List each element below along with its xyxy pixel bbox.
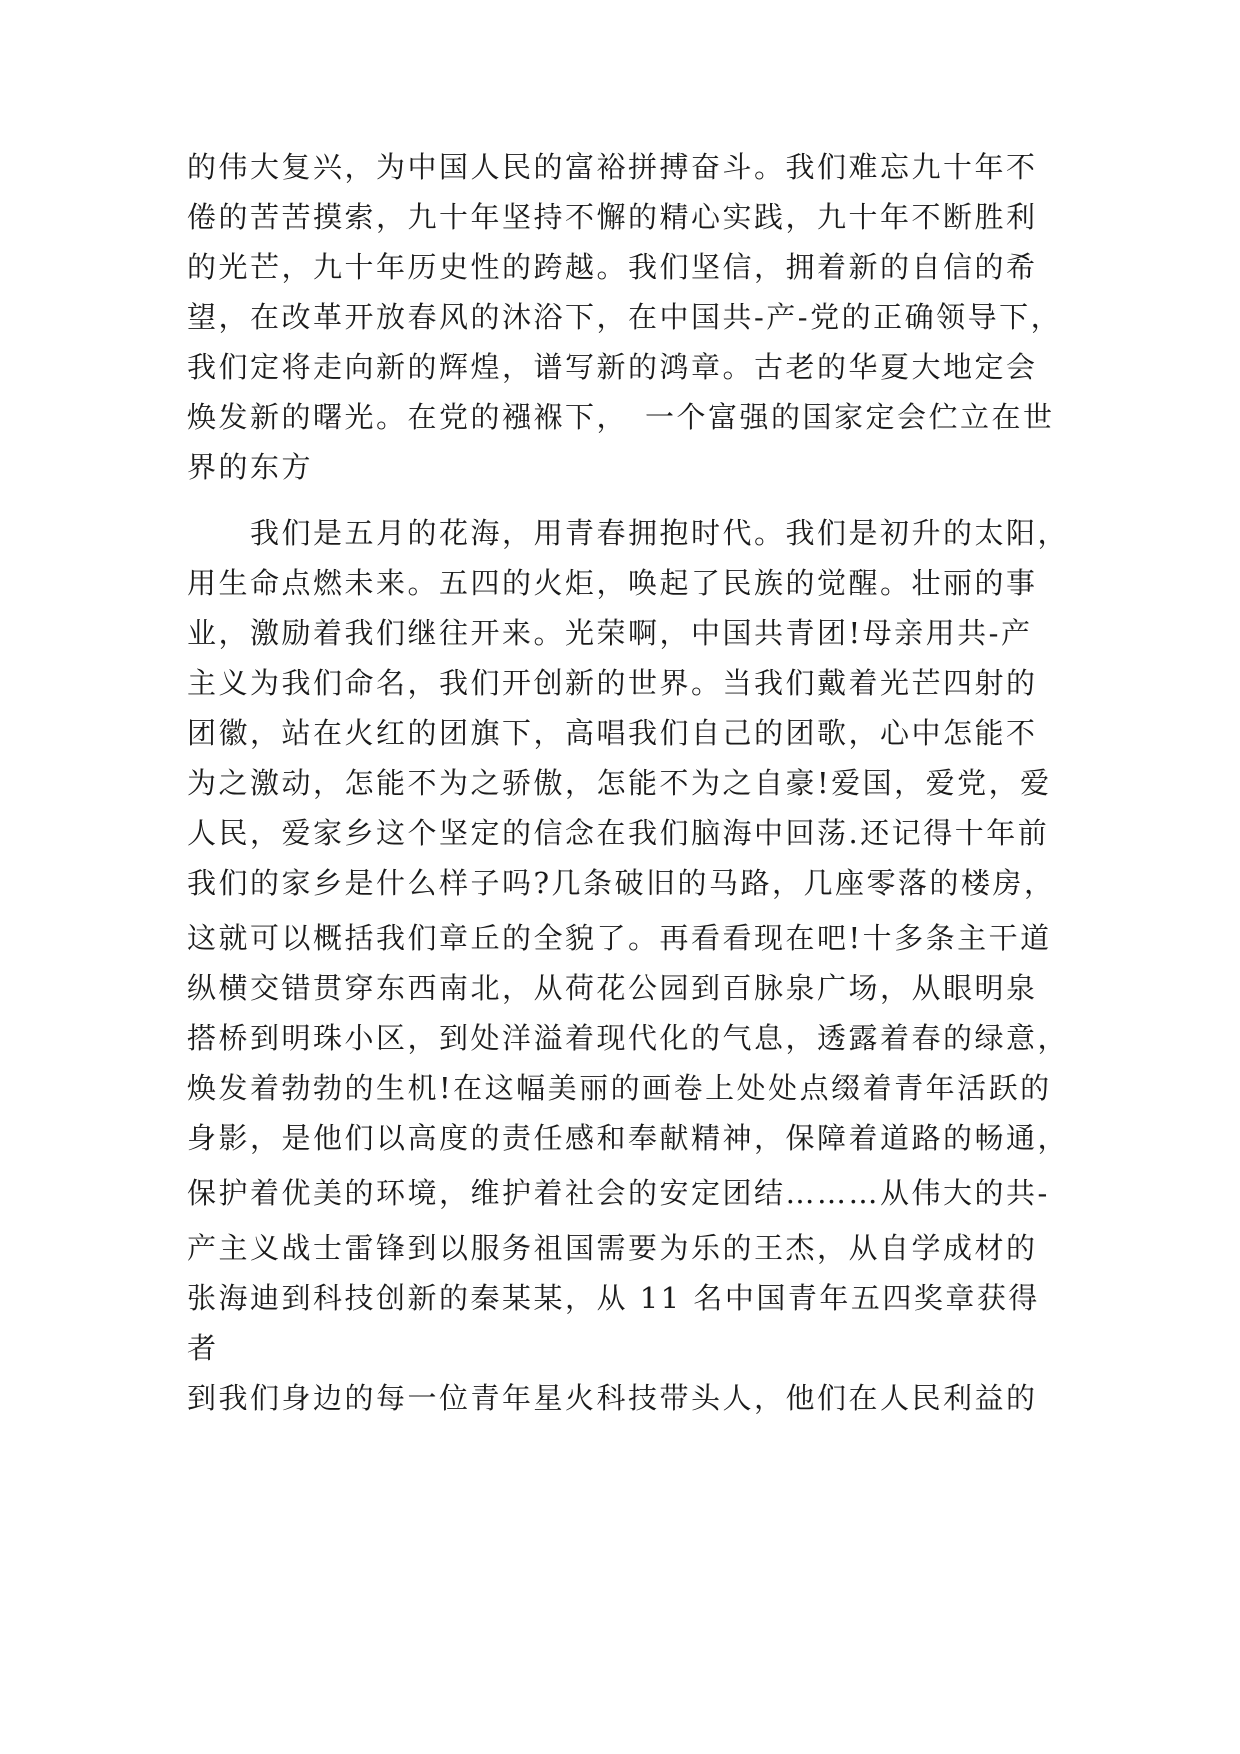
text-line: 倦的苦苦摸索，九十年坚持不懈的精心实践，九十年不断胜利 bbox=[187, 200, 1038, 234]
text-line: 我们定将走向新的辉煌，谱写新的鸿章。古老的华夏大地定会 bbox=[187, 350, 1038, 384]
text-line: 人民，爱家乡这个坚定的信念在我们脑海中回荡.还记得十年前 bbox=[187, 816, 1050, 850]
text-line: 这就可以概括我们章丘的全貌了。再看看现在吧!十多条主干道 bbox=[187, 921, 1052, 955]
text-line: 者 bbox=[187, 1331, 219, 1365]
text-line: 主义为我们命名，我们开创新的世界。当我们戴着光芒四射的 bbox=[187, 666, 1038, 700]
text-line: 望，在改革开放春风的沐浴下，在中国共-产-党的正确领导下， bbox=[187, 300, 1063, 334]
text-line: 我们的家乡是什么样子吗?几条破旧的马路，几座零落的楼房， bbox=[187, 866, 1056, 900]
text-line: 张海迪到科技创新的秦某某，从 11 名中国青年五四奖章获得 bbox=[187, 1281, 1040, 1315]
text-line: 到我们身边的每一位青年星火科技带头人，他们在人民利益的 bbox=[187, 1381, 1038, 1415]
text-line: 我们是五月的花海，用青春拥抱时代。我们是初升的太阳， bbox=[187, 516, 1070, 550]
text-line: 的光芒，九十年历史性的跨越。我们坚信，拥着新的自信的希 bbox=[187, 250, 1038, 284]
text-line: 团徽，站在火红的团旗下，高唱我们自己的团歌，心中怎能不 bbox=[187, 716, 1038, 750]
text-line: 界的东方 bbox=[187, 450, 314, 484]
text-line: 焕发新的曙光。在党的襁褓下， 一个富强的国家定会伫立在世 bbox=[187, 400, 1055, 434]
text-line: 身影，是他们以高度的责任感和奉献精神，保障着道路的畅通， bbox=[187, 1121, 1070, 1155]
text-line: 产主义战士雷锋到以服务祖国需要为乐的王杰，从自学成材的 bbox=[187, 1231, 1038, 1265]
text-line: 焕发着勃勃的生机!在这幅美丽的画卷上处处点缀着青年活跃的 bbox=[187, 1071, 1052, 1105]
text-line: 用生命点燃未来。五四的火炬，唤起了民族的觉醒。壮丽的事 bbox=[187, 566, 1038, 600]
text-line: 保护着优美的环境，维护着社会的安定团结………从伟大的共- bbox=[187, 1176, 1050, 1210]
text-line: 业，激励着我们继往开来。光荣啊，中国共青团!母亲用共-产 bbox=[187, 616, 1033, 650]
text-line: 搭桥到明珠小区，到处洋溢着现代化的气息，透露着春的绿意， bbox=[187, 1021, 1070, 1055]
text-line: 纵横交错贯穿东西南北，从荷花公园到百脉泉广场，从眼明泉 bbox=[187, 971, 1038, 1005]
text-line: 为之激动，怎能不为之骄傲，怎能不为之自豪!爱国，爱党，爱 bbox=[187, 766, 1052, 800]
text-line: 的伟大复兴，为中国人民的富裕拼搏奋斗。我们难忘九十年不 bbox=[187, 150, 1038, 184]
